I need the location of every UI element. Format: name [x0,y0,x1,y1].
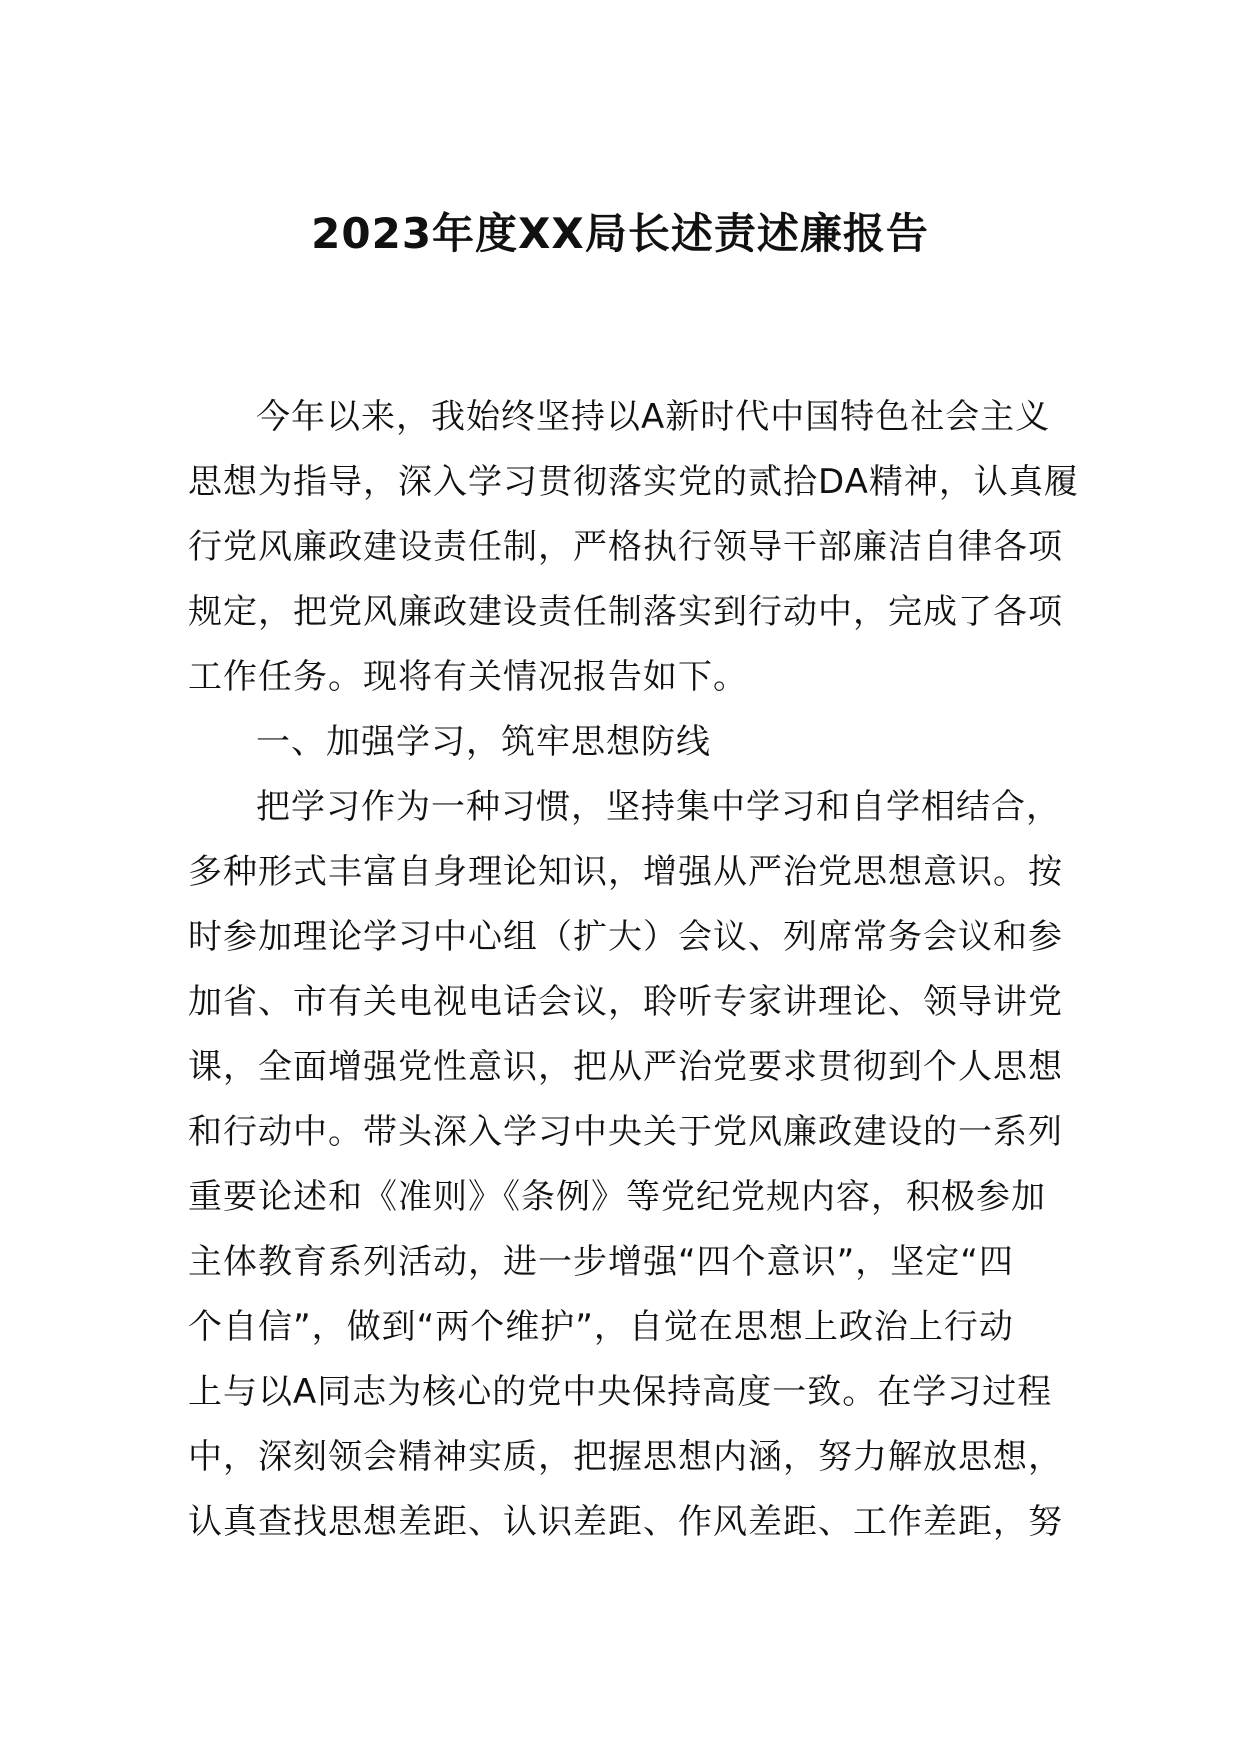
body-line: 规定，把党风廉政建设责任制落实到行动中，完成了各项 [188,592,1063,632]
body-line: 加省、市有关电视电话会议，聆听专家讲理论、领导讲党 [188,982,1063,1022]
body-line: 工作任务。现将有关情况报告如下。 [188,657,748,697]
section-heading: 一、加强学习，筑牢思想防线 [256,722,711,762]
body-line: 重要论述和《准则》《条例》等党纪党规内容，积极参加 [188,1177,1046,1217]
body-line: 课，全面增强党性意识，把从严治党要求贯彻到个人思想 [188,1047,1063,1087]
body-line: 行党风廉政建设责任制，严格执行领导干部廉洁自律各项 [188,527,1063,567]
body-line: 时参加理论学习中心组（扩大）会议、列席常务会议和参 [188,917,1063,957]
document-title: 2023年度XX局长述责述廉报告 [311,209,929,258]
body-line: 多种形式丰富自身理论知识，增强从严治党思想意识。按 [188,852,1063,892]
body-line: 思想为指导，深入学习贯彻落实党的贰拾DA精神，认真履 [188,462,1079,502]
body-line: 个自信”，做到“两个维护”，自觉在思想上政治上行动 [188,1307,1014,1347]
body-line: 把学习作为一种习惯，坚持集中学习和自学相结合， [256,787,1061,827]
body-line: 上与以A同志为核心的党中央保持高度一致。在学习过程 [188,1372,1053,1412]
body-line: 和行动中。带头深入学习中央关于党风廉政建设的一系列 [188,1112,1063,1152]
body-line: 今年以来，我始终坚持以A新时代中国特色社会主义 [256,397,1051,437]
body-line: 认真查找思想差距、认识差距、作风差距、工作差距，努 [188,1502,1063,1542]
document-body [188,385,1079,1555]
body-line: 主体教育系列活动，进一步增强“四个意识”，坚定“四 [188,1242,1014,1282]
body-line: 中，深刻领会精神实质，把握思想内涵，努力解放思想， [188,1437,1063,1477]
